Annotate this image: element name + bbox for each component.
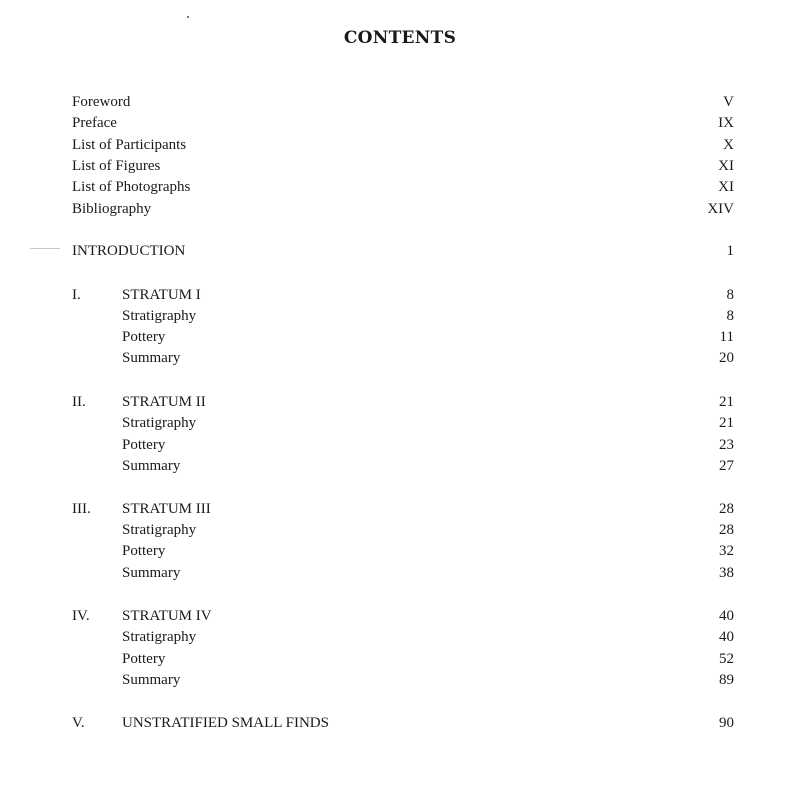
toc-section[interactable] (72, 326, 734, 348)
section-title: Stratigraphy (122, 308, 197, 324)
toc-entry-page: 21 (719, 394, 734, 410)
page-title: CONTENTS (343, 28, 457, 48)
chapter-number: III. (72, 501, 91, 517)
toc-entry-page: 38 (719, 565, 734, 581)
toc-entry-introduction[interactable] (72, 240, 734, 262)
toc-entry-foreword[interactable] (72, 91, 734, 113)
toc-chapter-4[interactable] (72, 605, 734, 627)
toc-section[interactable] (72, 648, 734, 670)
toc-entry-page: XI (718, 158, 734, 174)
section-title: Summary (122, 350, 181, 366)
toc-entry-page: 28 (719, 501, 734, 517)
toc-entry-label: Foreword (72, 94, 131, 110)
toc-entry-page: 40 (719, 608, 734, 624)
toc-section[interactable] (72, 412, 734, 434)
toc-entry-page: 23 (719, 437, 734, 453)
toc-section[interactable] (72, 540, 734, 562)
toc-entry-page: XI (718, 179, 734, 195)
toc-entry-photographs[interactable] (72, 176, 734, 198)
toc-section[interactable] (72, 455, 734, 477)
toc-entry-label: Bibliography (72, 201, 152, 217)
section-title: Stratigraphy (122, 629, 197, 645)
toc-section[interactable] (72, 305, 734, 327)
toc-entry-page: X (723, 137, 734, 153)
toc-entry-page: 90 (719, 715, 734, 731)
toc-entry-label: List of Figures (72, 158, 161, 174)
toc-chapter-1[interactable] (72, 284, 734, 306)
section-title: Summary (122, 672, 181, 688)
chapter-title: UNSTRATIFIED SMALL FINDS (122, 715, 329, 731)
section-title: Summary (122, 458, 181, 474)
toc-section[interactable] (72, 347, 734, 369)
toc-section[interactable] (72, 626, 734, 648)
toc-entry-page: 27 (719, 458, 734, 474)
toc-entry-page: 89 (719, 672, 734, 688)
toc-section[interactable] (72, 562, 734, 584)
chapter-number: I. (72, 287, 81, 303)
chapter-number: IV. (72, 608, 90, 624)
toc-entry-bibliography[interactable] (72, 198, 734, 220)
scan-speck (187, 16, 189, 18)
section-title: Pottery (122, 543, 166, 559)
section-title: Summary (122, 565, 181, 581)
toc-entry-participants[interactable] (72, 134, 734, 156)
toc-entry-page: 20 (719, 350, 734, 366)
toc-entry-label: Preface (72, 115, 117, 131)
chapter-title: STRATUM I (122, 287, 201, 303)
toc-entry-page: XIV (707, 201, 734, 217)
toc-section[interactable] (72, 519, 734, 541)
toc-entry-page: V (723, 94, 734, 110)
toc-entry-page: 28 (719, 522, 734, 538)
toc-entry-label: List of Participants (72, 137, 187, 153)
toc-entry-page: 8 (726, 308, 734, 324)
toc-entry-preface[interactable] (72, 112, 734, 134)
toc-chapter-3[interactable] (72, 498, 734, 520)
chapter-number: II. (72, 394, 86, 410)
toc-entry-label: INTRODUCTION (72, 243, 186, 259)
toc-entry-figures[interactable] (72, 155, 734, 177)
chapter-title: STRATUM III (122, 501, 211, 517)
section-title: Pottery (122, 437, 166, 453)
toc-entry-page: 52 (719, 651, 734, 667)
toc-chapter-5[interactable] (72, 712, 734, 734)
toc-chapter-2[interactable] (72, 391, 734, 413)
toc-entry-page: 11 (719, 329, 734, 345)
section-title: Stratigraphy (122, 522, 197, 538)
toc-section[interactable] (72, 434, 734, 456)
toc-entry-label: List of Photographs (72, 179, 191, 195)
toc-entry-page: 21 (719, 415, 734, 431)
toc-entry-page: 1 (726, 243, 734, 259)
chapter-number: V. (72, 715, 85, 731)
section-title: Pottery (122, 651, 166, 667)
section-title: Pottery (122, 329, 166, 345)
toc-entry-page: 8 (726, 287, 734, 303)
toc-entry-page: IX (718, 115, 734, 131)
chapter-title: STRATUM IV (122, 608, 212, 624)
toc-section[interactable] (72, 669, 734, 691)
toc-entry-page: 32 (719, 543, 734, 559)
section-title: Stratigraphy (122, 415, 197, 431)
toc-entry-page: 40 (719, 629, 734, 645)
chapter-title: STRATUM II (122, 394, 206, 410)
scan-smudge (30, 248, 60, 249)
